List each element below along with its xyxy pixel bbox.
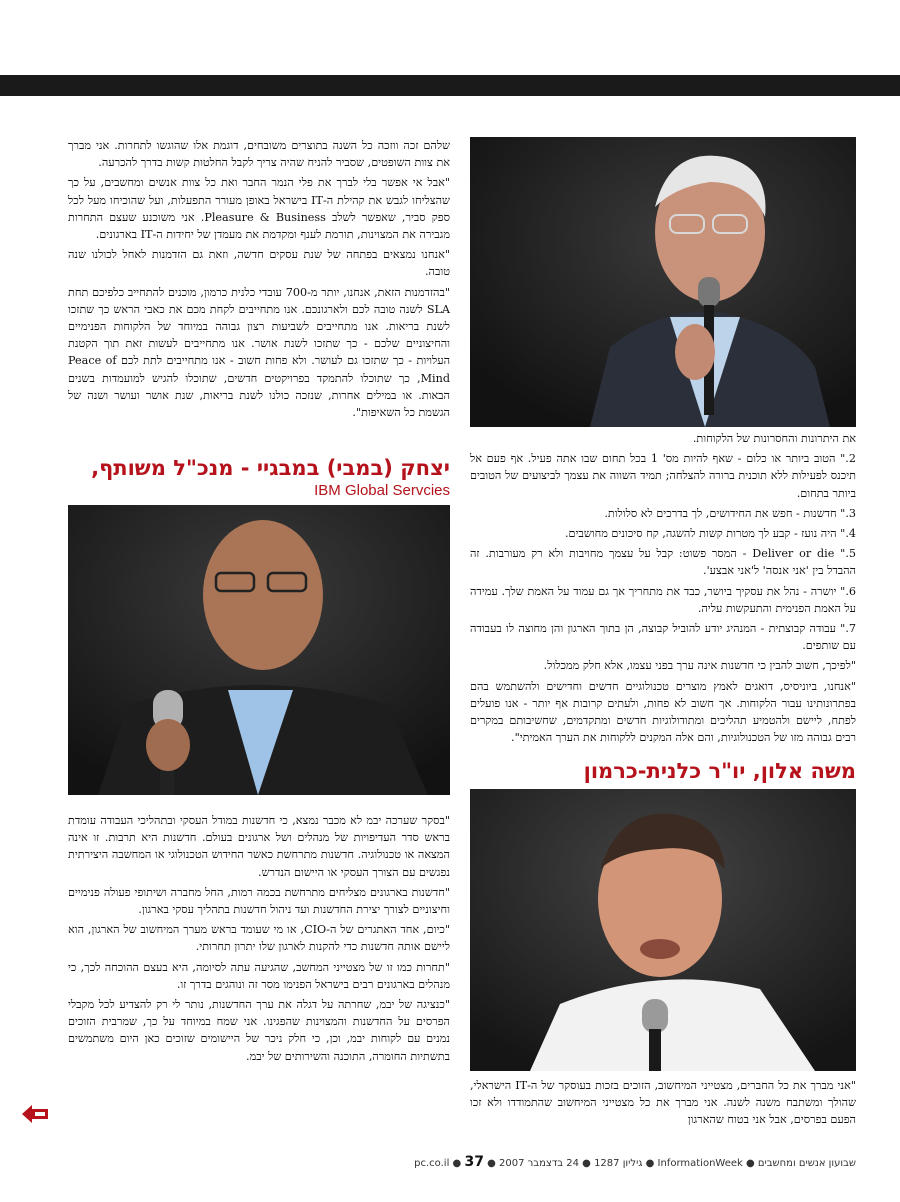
paragraph: 5." Deliver or die - המסר פשוט: קבל על עצמך מחויבות ולא רק מעורבות. זה ההבדל בין 'אני אנסה' ל'אני אבצע'. xyxy=(470,547,856,578)
moshe-alon-image xyxy=(470,789,856,1071)
paragraph: "תחרות כמו זו של מצטייני המחשב, שהגיעה עתה לסיומה, היא בעצם ההוכחה לכך, כי מנהלים בארגונים רבים בישראל הפנימו מסר זה ונוהגים בדרך זו. xyxy=(68,960,450,991)
continue-arrow-icon xyxy=(22,1105,48,1123)
paragraph: "אנחנו, ביוניסיס, דואגים לאמץ מוצרים טכנולוגיים חדשים וחדישים ולהשתמש בהם בפתרונותינו עבור הלקוחות. אך חשוב לא פחות, ולעתים קרובות אף יותר - אנו פועלים לפתח, ליישם ולהטמיע תהליכים ומתודולוגיות חדשים ומתקדמים, שחשיבותם במקרים רבים גבוהה מזו של הטכנולוגיות, והם אלה המקנים ללקוחות את הערך האמיתי". xyxy=(470,679,856,745)
yitzhak-mambi-image xyxy=(68,505,450,795)
paragraph: 2." הטוב ביותר או כלום - שאף להיות מס' 1 בכל תחום שבו אתה פעיל. אף פעם אל תיכנס לפעילות ללא תוכנית ברורה להצלחה; תמיד השווה את עצמך לביצועים של הטובים ביותר בתחום. xyxy=(470,452,856,500)
paragraph: 6." יושרה - נהל את עסקיך ביושר, כבד את מתחריך אך גם עמוד על האמת שלך. עמידה על האמת הפנימית והתעקשות עליה. xyxy=(470,584,856,615)
paragraph: "כיום, אחד האתגרים של ה-CIO, או מי שעומד בראש מערך המיחשוב של הארגון, הוא ליישם אותה חדשנות כדי להקנות לארגון שלו יתרון תחרותי. xyxy=(68,923,450,954)
paragraph: "לפיכך, חשוב להבין כי חדשנות אינה ערך בפני עצמו, אלא חלק ממכלול. xyxy=(543,659,856,673)
heading-yitzhak-mambi: יצחק (במבי) במבגיי - מנכ"ל משותף, xyxy=(91,456,450,480)
paragraph: שלהם זכה ווזכה כל השנה בתוצרים משובחים, דוגמת אלו שהוגשו לתחרות. אני מברך את צוות השופטים, שסביר להניח שהיה צריך לקבל החלטות קשות בדרך להכרעה. xyxy=(68,139,450,170)
paragraph: 4." היה נועז - קבע לך מטרות קשות להשגה, קח סיכונים מחושבים. xyxy=(564,527,856,541)
paragraph: את היתרונות והחסרונות של הלקוחות. xyxy=(692,432,856,445)
article-column-right-lower xyxy=(470,1077,856,1137)
heading-moshe-alon: משה אלון, יו"ר כלנית-כרמון xyxy=(583,759,856,783)
article-column-left-upper xyxy=(68,137,450,449)
top-banner-bar xyxy=(0,75,900,96)
paragraph: "אבל אי אפשר בלי לברך את פלי הנמר החבר ואת כל צוות אנשים ומחשבים, על כך שהצליחו לגבש את קהילת ה-IT בישראל באופן מעורר התפעלות, ועל שהוכיחו מעל לכל ספק סביר, שאפשר לשלב Pleasure & Business. אני משוכנע שעצם התחרות מגבירה את המצוינות, תורמת לענף ומקדמת את מעמדן של יחידות ה-IT בארגונים. xyxy=(68,176,451,242)
page-number: 37 xyxy=(464,1154,484,1170)
article-column-left-lower xyxy=(68,812,450,1142)
speaker-photo-top xyxy=(470,137,856,427)
paragraph: 3." חדשנות - חפש את החידושים, לך בדרכים לא סלולות. xyxy=(604,506,856,520)
paragraph: "בסקר שערכה יבמ לא מכבר נמצא, כי חדשנות במודל העסקי ובתהליכי העבודה עומדת בראש סדר העדיפויות של מנהלים ושל ארגונים בעולם. חדשנות היא תרבות. זו אינה המצאה או טכנולוגיה. חדשנות מתרחשת כאשר החידוש הטכנולוגי או המחשבה היצירתית נפגשים עם הצורך העסקי או היישום הנדרש. xyxy=(68,814,450,879)
speaker-photo-top-image xyxy=(470,137,856,427)
subheading-ibm: IBM Global Servcies xyxy=(314,482,450,499)
moshe-alon-photo xyxy=(470,789,856,1071)
paragraph: "כנציגה של יבמ, שחרתה על דגלה את ערך החדשנות, נותר לי רק להצדיע לכל מקבלי הפרסים על החדשנות והמצוינות שהפגינו. אני שמח במיוחד על כך, שמרבית הזוכים נמנים עם לקוחות יבמ, וכן, כי חלק ניכר של היישומים שזוכים כאן היום משתמשים בתשתיות החומרה, התוכנה והשירותים של יבמ. xyxy=(68,998,450,1063)
paragraph: "אני מברך את כל החברים, מצטייני המיחשוב, הזוכים בזכות בעוסקר של ה-IT הישראלי, שהולך ומשתבח משנה לשנה. אני מברך את כל מצטייני המיחשוב שהתמודדו ולא זכו הפעם בפרסים, אבל אני בטוח שהארגון xyxy=(470,1079,856,1127)
paragraph: 7." עבודה קבוצתית - המנהיג יודע להוביל קבוצה, הן בתוך הארגון והן מחוצה לו בעבודה עם שותפים. xyxy=(470,622,856,653)
yitzhak-mambi-photo xyxy=(68,505,450,795)
page-footer xyxy=(68,1154,856,1170)
footer-text: שבועון אנשים ומחשבים ● InformationWeek ● גיליון 1287 ● 24 בדצמבר 2007 ● pc.co.il ● xyxy=(414,1158,856,1169)
paragraph: "בהזדמנות הזאת, אנחנו, יותר מ-700 עובדי כלנית כרמון, מוכנים להתחייב כלפיכם תחת SLA לשנה טובה לכם ולארגונכם. אנו מתחייבים לקחת מכם את כאבי הראש כך שתזכו לשנת בריאות. אנו מתחייבים לשביעות רצון גבוהה במיוחד של הלקוחות הפנימיים והחיצוניים שלכם - כך שתזכו לשנת אושר. אנו מתחייבים לעשות זאת תוך הקטנת העלויות - כך שתזכו גם לעושר. ולא פחות חשוב - אנו מתחייבים לתת לכם Peace of Mind, כך שתוכלו להתמקד בפרויקטים חדשים, שתוכלו להגיש למועמדות בשנים הבאות. או במילים אחרות, שנזכה כולנו לשנת בריאות, שנת אושר ועושר ושנה של הגשמת כל השאיפות". xyxy=(68,285,451,420)
article-column-right-upper xyxy=(470,430,856,765)
paragraph: "אנחנו נמצאים בפתחה של שנת עסקים חדשה, וזאת גם הזדמנות לאחל לכולנו שנה טובה. xyxy=(68,248,450,279)
paragraph: "חדשנות בארגונים מצליחים מתרחשת בכמה רמות, החל מחברה ושיתופי פעולה פנימיים וחיצוניים לצורך יצירת החדשנות ועד ניהול חדשנות בתהליך עסקי בארגון. xyxy=(68,885,450,917)
